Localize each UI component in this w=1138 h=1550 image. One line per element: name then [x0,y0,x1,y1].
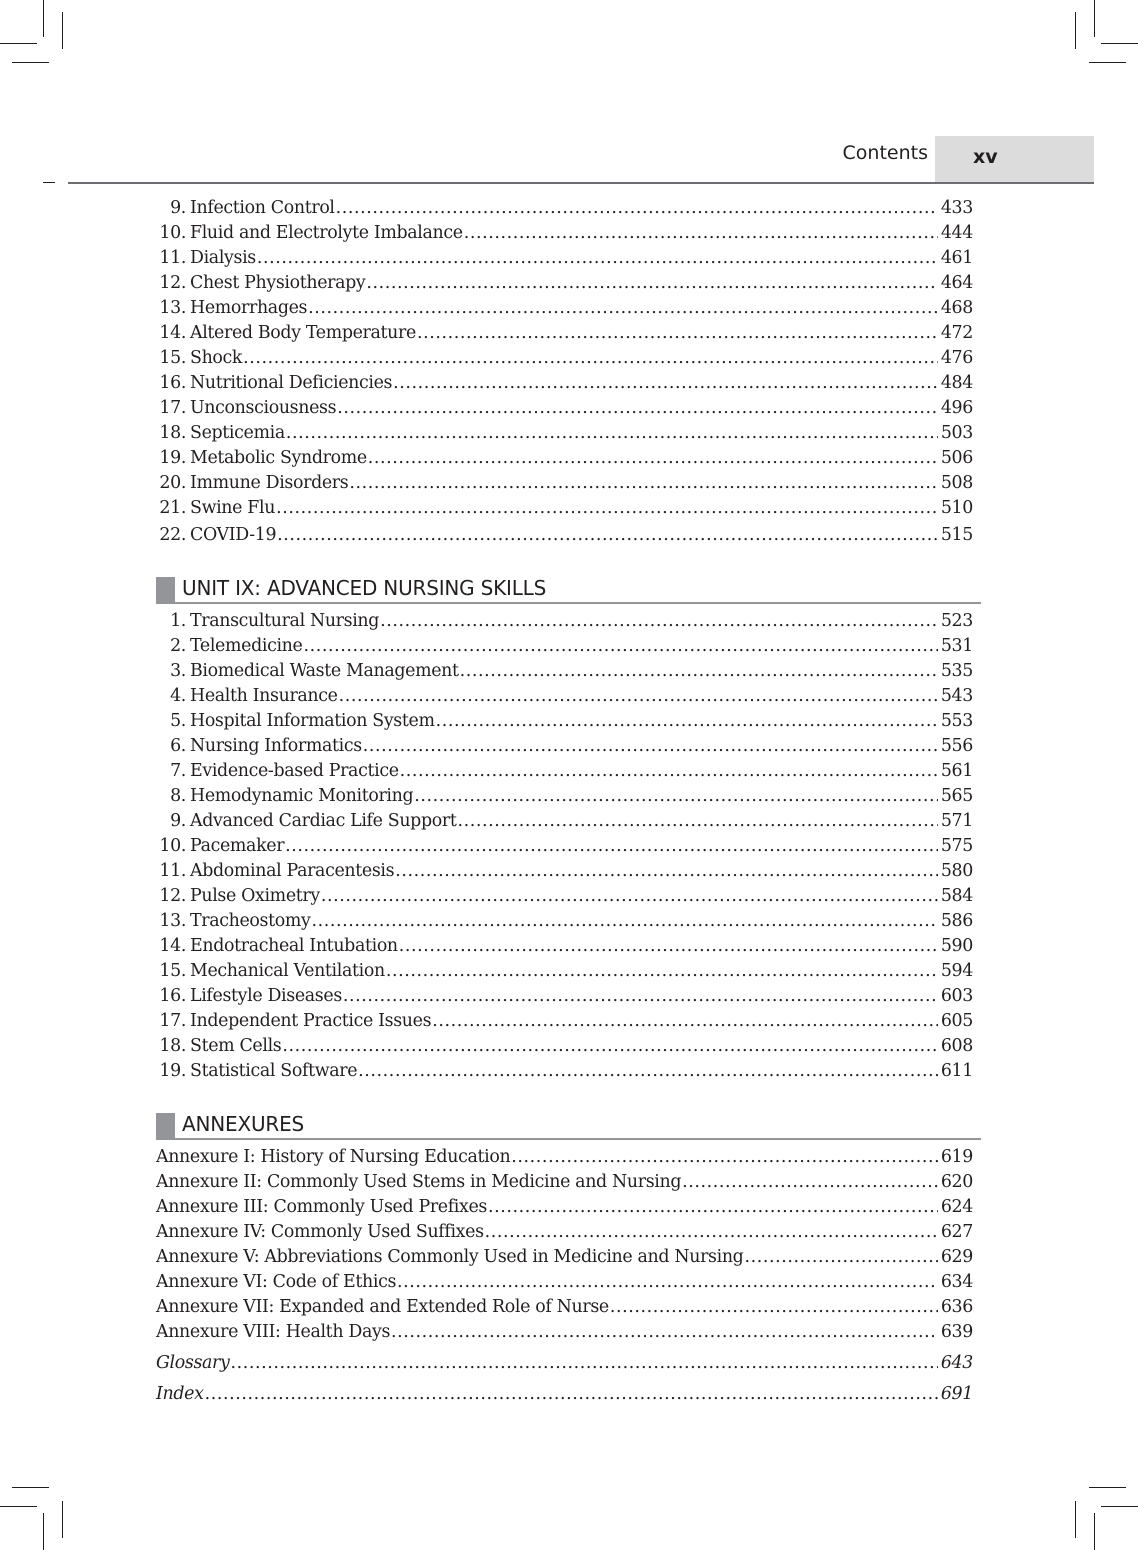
toc-entry-page: 461 [940,248,973,268]
toc-entry-title: Annexure I: History of Nursing Education [156,1147,511,1167]
toc-entry-title: Glossary [156,1353,230,1373]
toc-entry-page: 620 [940,1172,973,1192]
crop-mark [1075,12,1076,49]
toc-entry [156,1295,973,1320]
toc-entry [156,1009,973,1034]
crop-mark [62,1501,63,1538]
toc-entry-page: 464 [940,273,973,293]
toc-entry-title: Annexure VIII: Health Days [156,1322,391,1342]
crop-mark [1094,0,1095,37]
dot-leader [342,984,938,1009]
toc-entry [156,221,973,246]
dot-leader [256,246,938,271]
toc-entry-page: 691 [940,1384,973,1404]
toc-entry-title: Annexure VI: Code of Ethics [156,1272,397,1292]
toc-entry-number: 8. [170,786,186,806]
toc-entry-number: 16. [159,373,186,393]
toc-entry-number: 4. [170,686,186,706]
toc-entry-page: 523 [940,611,973,631]
dot-leader [510,1145,938,1170]
toc-entry-page: 484 [940,373,973,393]
dot-leader [338,684,938,709]
toc-entry-title: Stem Cells [190,1036,282,1056]
toc-entry-title: Annexure VII: Expanded and Extended Role of Nurse [156,1297,609,1317]
toc-entry-number: 10. [159,836,186,856]
toc-entry [156,734,973,759]
toc-entry-number: 20. [159,473,186,493]
toc-entry-number: 3. [170,661,186,681]
toc-entry-page: 590 [940,936,973,956]
dot-leader [320,884,938,909]
dot-leader [229,1351,937,1376]
header-tick [43,182,55,183]
dot-leader [310,909,937,934]
toc-entry [156,659,973,684]
toc-entry [156,296,973,321]
dot-leader [456,809,937,834]
crop-mark [12,1487,49,1488]
toc-entry-page: 584 [940,886,973,906]
dot-leader [335,196,938,221]
toc-entry-page: 643 [940,1353,973,1373]
dot-leader [398,934,938,959]
toc-entry-number: 17. [159,398,186,418]
toc-entry-page: 629 [940,1247,973,1267]
back-matter-list [156,1351,973,1407]
toc-entry-title: COVID-19 [190,525,277,545]
dot-leader [367,446,938,471]
toc-entry-number: 13. [159,911,186,931]
section-title: UNIT IX: ADVANCED NURSING SKILLS [182,576,547,600]
toc-entry-page: 510 [940,498,973,518]
toc-entry-number: 14. [159,936,186,956]
toc-continued-list [156,196,973,548]
section-marker [156,577,175,602]
toc-entry-page: 565 [940,786,973,806]
toc-entry-title: Evidence-based Practice [190,761,399,781]
dot-leader [413,784,938,809]
toc-entry-page: 636 [940,1297,973,1317]
crop-mark [0,1506,37,1507]
toc-entry [156,1351,973,1376]
crop-mark [62,12,63,49]
toc-entry-number: 17. [159,1011,186,1031]
toc-entry-page: 580 [940,861,973,881]
toc-entry-page: 468 [940,298,973,318]
toc-entry-page: 496 [940,398,973,418]
toc-entry [156,609,973,634]
toc-entry-page: 627 [940,1222,973,1242]
dot-leader [743,1245,937,1270]
toc-entry-title: Statistical Software [190,1061,358,1081]
dot-leader [365,271,937,296]
header-rule [68,182,1094,184]
toc-entry [156,396,973,421]
toc-entry-title: Advanced Cardiac Life Support [190,811,457,831]
toc-entry-title: Telemedicine [190,636,303,656]
toc-entry-title: Shock [190,348,243,368]
toc-entry-number: 18. [159,423,186,443]
dot-leader [357,1059,938,1084]
toc-entry-page: 444 [940,223,973,243]
toc-entry [156,884,973,909]
toc-entry-title: Nursing Informatics [190,736,362,756]
toc-entry-number: 10. [159,223,186,243]
dot-leader [385,959,938,984]
toc-entry-page: 603 [940,986,973,1006]
dot-leader [307,296,938,321]
page-number-box [935,136,1094,182]
toc-entry-title: Metabolic Syndrome [190,448,367,468]
toc-entry [156,346,973,371]
toc-entry-page: 639 [940,1322,973,1342]
toc-entry-page: 619 [940,1147,973,1167]
toc-entry-number: 15. [159,961,186,981]
crop-mark [43,0,44,37]
toc-entry-number: 7. [170,761,186,781]
toc-entry-number: 9. [170,811,186,831]
toc-entry-title: Pacemaker [190,836,285,856]
dot-leader [379,609,938,634]
toc-entry-number: 18. [159,1036,186,1056]
dot-leader [431,1009,938,1034]
toc-entry-number: 6. [170,736,186,756]
toc-entry [156,523,973,548]
toc-entry [156,784,973,809]
toc-entry-page: 605 [940,1011,973,1031]
dot-leader [390,1320,938,1345]
unit-ix-list [156,609,973,1084]
dot-leader [362,734,938,759]
toc-entry [156,709,973,734]
toc-entry-title: Pulse Oximetry [190,886,320,906]
toc-entry-page: 543 [940,686,973,706]
toc-entry [156,246,973,271]
crop-mark [1101,43,1138,44]
toc-entry-title: Nutritional Deficiencies [190,373,393,393]
toc-entry [156,1320,973,1345]
dot-leader [392,371,938,396]
toc-entry [156,634,973,659]
toc-entry [156,1034,973,1059]
toc-entry-title: Health Insurance [190,686,338,706]
page-number: xv [973,146,998,168]
toc-entry-page: 506 [940,448,973,468]
toc-entry-number: 12. [159,273,186,293]
toc-entry-page: 571 [940,811,973,831]
toc-entry-title: Altered Body Temperature [190,323,416,343]
dot-leader [609,1295,938,1320]
toc-entry-title: Septicemia [190,423,285,443]
toc-entry-title: Swine Flu [190,498,276,518]
toc-entry-number: 22. [159,525,186,545]
dot-leader [336,396,938,421]
crop-mark [43,1513,44,1550]
toc-entry-number: 19. [159,1061,186,1081]
crop-mark [1075,1501,1076,1538]
toc-entry-title: Tracheostomy [190,911,311,931]
toc-entry [156,984,973,1009]
dot-leader [276,523,938,548]
toc-entry [156,684,973,709]
toc-entry-page: 476 [940,348,973,368]
toc-entry [156,859,973,884]
crop-mark [12,62,49,63]
crop-mark [1089,1487,1126,1488]
toc-entry-title: Hemorrhages [190,298,308,318]
dot-leader [394,859,938,884]
toc-entry-page: 515 [940,525,973,545]
toc-entry-number: 19. [159,448,186,468]
toc-entry [156,809,973,834]
toc-entry-page: 586 [940,911,973,931]
toc-entry-page: 594 [940,961,973,981]
toc-entry-page: 608 [940,1036,973,1056]
toc-entry-title: Lifestyle Diseases [190,986,342,1006]
dot-leader [302,634,937,659]
toc-entry-number: 21. [159,498,186,518]
toc-entry-page: 611 [940,1061,973,1081]
toc-entry-title: Dialysis [190,248,256,268]
toc-entry [156,446,973,471]
toc-entry [156,1059,973,1084]
dot-leader [284,834,938,859]
toc-entry-page: 531 [940,636,973,656]
dot-leader [435,709,938,734]
toc-entry [156,934,973,959]
dot-leader [396,1270,938,1295]
dot-leader [487,1195,938,1220]
dot-leader [281,1034,937,1059]
dot-leader [484,1220,938,1245]
crop-mark [1089,62,1126,63]
toc-entry-number: 2. [170,636,186,656]
section-marker [156,1113,175,1138]
section-rule [156,1138,981,1140]
section-heading-unit-ix [156,574,981,604]
toc-entry-title: Annexure III: Commonly Used Prefixes [156,1197,487,1217]
dot-leader [275,496,938,521]
toc-entry-title: Independent Practice Issues [190,1011,432,1031]
toc-entry-number: 14. [159,323,186,343]
toc-entry-number: 11. [159,861,186,881]
dot-leader [416,321,938,346]
toc-entry-title: Annexure II: Commonly Used Stems in Medicine and Nursing [156,1172,682,1192]
toc-entry [156,371,973,396]
toc-entry [156,271,973,296]
crop-mark [1101,1506,1138,1507]
toc-entry-page: 535 [940,661,973,681]
toc-entry-title: Immune Disorders [190,473,349,493]
toc-entry-page: 503 [940,423,973,443]
toc-entry-title: Chest Physiotherapy [190,273,366,293]
dot-leader [459,659,938,684]
toc-entry-title: Abdominal Paracentesis [190,861,395,881]
toc-entry-title: Hemodynamic Monitoring [190,786,414,806]
toc-entry-title: Unconsciousness [190,398,337,418]
toc-entry-title: Mechanical Ventilation [190,961,385,981]
toc-entry-page: 472 [940,323,973,343]
toc-entry-page: 561 [940,761,973,781]
toc-entry [156,496,973,521]
toc-entry-page: 553 [940,711,973,731]
toc-entry [156,834,973,859]
toc-entry-number: 12. [159,886,186,906]
dot-leader [242,346,938,371]
dot-leader [285,421,938,446]
dot-leader [681,1170,938,1195]
dot-leader [399,759,938,784]
toc-entry-page: 433 [940,198,973,218]
toc-entry-page: 556 [940,736,973,756]
toc-entry [156,1382,973,1407]
toc-entry [156,1220,973,1245]
toc-entry [156,196,973,221]
crop-mark [1094,1513,1095,1550]
toc-entry-number: 16. [159,986,186,1006]
toc-entry [156,1245,973,1270]
toc-entry-page: 634 [940,1272,973,1292]
toc-entry-title: Endotracheal Intubation [190,936,398,956]
crop-mark [0,43,37,44]
toc-entry [156,959,973,984]
toc-entry-title: Annexure V: Abbreviations Commonly Used in Medicine and Nursing [156,1247,744,1267]
running-header-label: Contents [842,142,928,164]
section-heading-annexures [156,1110,981,1140]
section-rule [156,602,981,604]
toc-entry-title: Infection Control [190,198,335,218]
toc-entry-page: 575 [940,836,973,856]
dot-leader [463,221,938,246]
toc-entry-title: Biomedical Waste Management [190,661,459,681]
annexures-list [156,1145,973,1345]
toc-entry-number: 9. [170,198,186,218]
section-title: ANNEXURES [182,1112,305,1136]
toc-entry [156,1145,973,1170]
toc-entry [156,909,973,934]
toc-entry [156,321,973,346]
toc-entry-page: 624 [940,1197,973,1217]
toc-entry-number: 5. [170,711,186,731]
toc-entry-number: 13. [159,298,186,318]
dot-leader [348,471,937,496]
toc-entry-title: Annexure IV: Commonly Used Suffixes [156,1222,484,1242]
toc-entry [156,1270,973,1295]
dot-leader [204,1382,938,1407]
toc-entry [156,471,973,496]
toc-entry-number: 15. [159,348,186,368]
toc-entry-title: Transcultural Nursing [190,611,380,631]
toc-entry-page: 508 [940,473,973,493]
toc-entry [156,1170,973,1195]
toc-entry [156,759,973,784]
toc-entry-title: Fluid and Electrolyte Imbalance [190,223,463,243]
toc-entry-number: 1. [170,611,186,631]
toc-entry [156,1195,973,1220]
toc-entry-number: 11. [159,248,186,268]
toc-entry-title: Hospital Information System [190,711,435,731]
toc-entry [156,421,973,446]
toc-entry-title: Index [156,1384,204,1404]
